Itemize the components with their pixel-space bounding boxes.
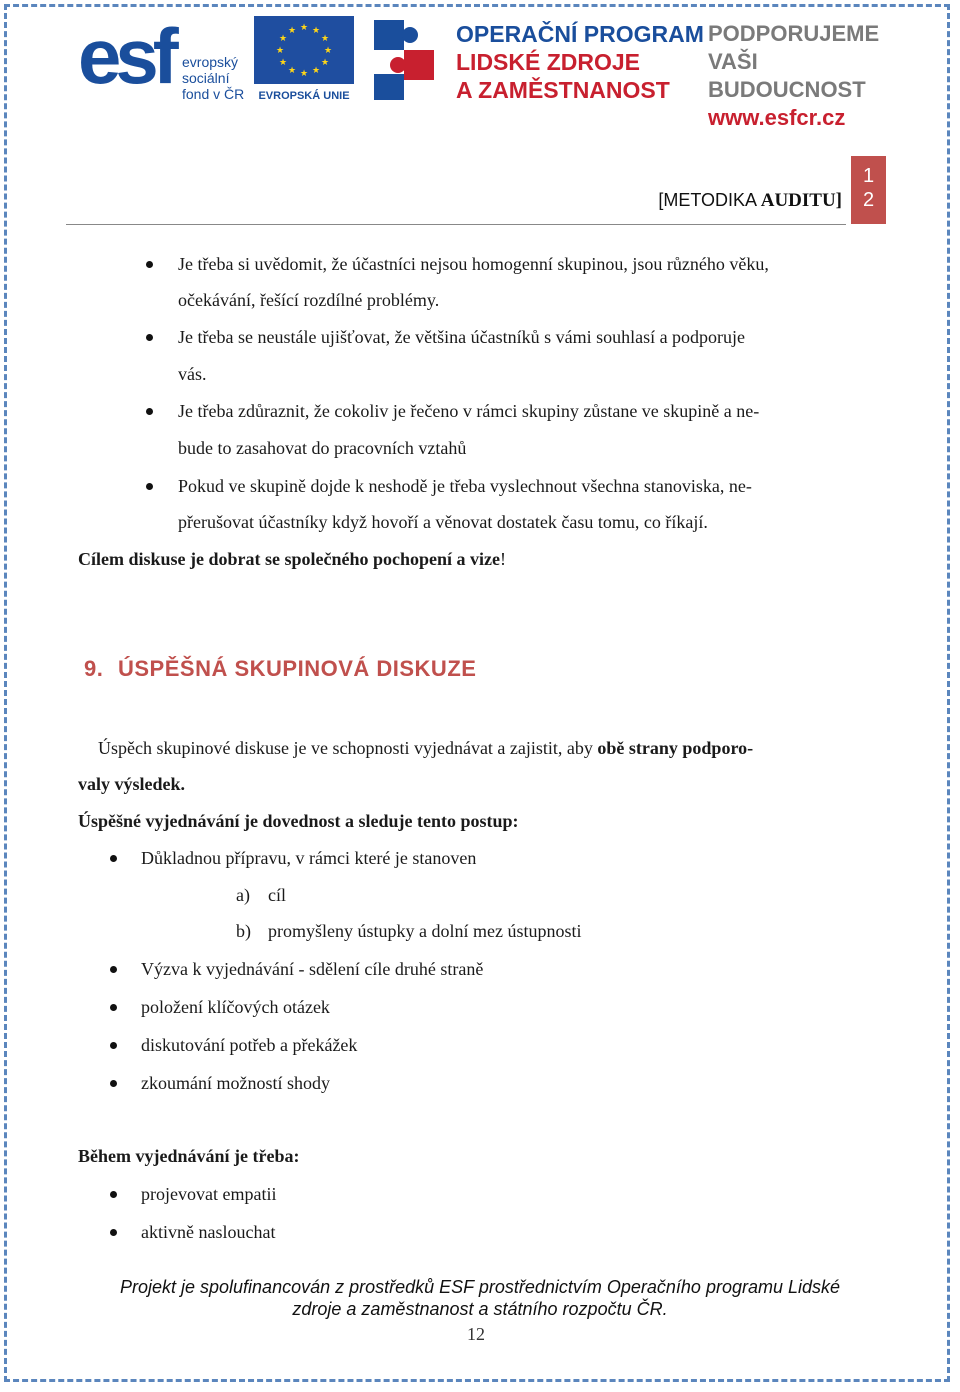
esf-caption-line: fond v ČR (182, 86, 245, 102)
list-item: položení klíčových otázek (141, 997, 330, 1017)
svg-text:★: ★ (320, 34, 330, 44)
running-title-word: AUDITU] (760, 190, 842, 211)
bullet-icon (146, 261, 153, 268)
section-number: 9. (84, 656, 104, 681)
list-item: projevovat empatii (141, 1184, 277, 1204)
esf-url-link[interactable]: www.esfcr.cz (708, 105, 846, 130)
paragraph-heading: Během vyjednávání je třeba: (78, 1146, 300, 1166)
section-title: ÚSPĚŠNÁ SKUPINOVÁ DISKUZE (117, 656, 477, 681)
op-title-line: A ZAMĚSTNANOST (456, 77, 670, 103)
op-lzz-logo (368, 14, 708, 106)
op-title-line: OPERAČNÍ PROGRAM (456, 21, 704, 47)
list-item: Výzva k vyjednávání - sdělení cíle druhé straně (141, 959, 484, 979)
op-title-line: LIDSKÉ ZDROJE (456, 49, 641, 75)
list-item: Je třeba se neustále ujišťovat, že většina účastníků s vámi souhlasí a podporuje (178, 327, 746, 347)
goal-bold: Cílem diskuse je dobrat se společného pochopení a vize (78, 549, 501, 569)
eu-flag-icon (254, 14, 354, 86)
list-item-cont: vás. (178, 364, 207, 384)
svg-text:★: ★ (287, 66, 297, 76)
section-heading (84, 656, 476, 682)
list-item: Je třeba si uvědomit, že účastníci nejsou homogenní skupinou, jsou různého věku, (178, 254, 769, 274)
bullet-icon (110, 1004, 117, 1011)
list-item: Je třeba zdůraznit, že cokoliv je řečeno v rámci skupiny zůstane ve skupině a ne- (178, 401, 760, 421)
list-item: Důkladnou přípravu, v rámci které je stanoven (141, 848, 477, 868)
svg-text:★: ★ (299, 23, 309, 33)
sublist-marker: b) (236, 921, 251, 941)
svg-text:★: ★ (311, 66, 321, 76)
paragraph-heading: Úspěšné vyjednávání je dovednost a sleduje tento postup: (78, 811, 519, 831)
list-item-cont: bude to zasahovat do pracovních vztahů (178, 438, 467, 458)
svg-text:★: ★ (311, 26, 321, 36)
bullet-icon (146, 334, 153, 341)
eu-logo (254, 14, 354, 106)
footer-line: Projekt je spolufinancován z prostředků ESF prostřednictvím Operačního programu Lidské (119, 1277, 841, 1297)
bullet-icon (146, 408, 153, 415)
svg-text:★: ★ (320, 58, 330, 68)
esf-mark: esf (78, 12, 173, 100)
esf-caption-line: sociální (182, 70, 230, 86)
goal-sentence (78, 548, 506, 570)
page-number: 12 (467, 1324, 485, 1344)
svg-text:★: ★ (323, 46, 333, 56)
paragraph-bold: obě strany podporo- (597, 738, 754, 758)
page-tab-digit: 1 (862, 165, 875, 187)
esf-logo (78, 14, 248, 106)
bullet-icon (146, 483, 153, 490)
list-item-cont: očekávání, řešící rozdílné problémy. (178, 290, 440, 310)
goal-end: ! (500, 549, 507, 569)
paragraph-cont: valy výsledek. (78, 774, 186, 794)
sublist-marker: a) (236, 885, 250, 905)
running-title (658, 190, 842, 212)
svg-text:★: ★ (278, 34, 288, 44)
esf-caption (182, 54, 244, 102)
svg-text:★: ★ (287, 26, 297, 36)
bullet-icon (110, 1042, 117, 1049)
list-item: Pokud ve skupině dojde k neshodě je třeba vyslechnout všechna stanoviska, ne- (178, 476, 752, 496)
slogan-line: VAŠI BUDOUCNOST (708, 49, 866, 102)
op-title (456, 20, 704, 104)
slogan-line: PODPORUJEME (708, 21, 880, 46)
header-logos (78, 12, 908, 130)
bullet-icon (110, 966, 117, 973)
page-tab-digit: 2 (862, 189, 875, 211)
list-item: diskutování potřeb a překážek (141, 1035, 358, 1055)
slogan (708, 20, 908, 132)
page-number-tab (851, 156, 886, 224)
bullet-icon (110, 1191, 117, 1198)
bullet-icon (110, 855, 117, 862)
paragraph (98, 737, 753, 759)
sublist-item: promyšleny ústupky a dolní mez ústupnosti (268, 921, 582, 941)
running-title-open: [METODIKA (658, 190, 758, 210)
svg-text:★: ★ (275, 46, 285, 56)
sublist-item: cíl (268, 885, 286, 905)
list-item-cont: přerušovat účastníky když hovoří a věnovat dostatek času tomu, co říkají. (178, 512, 708, 532)
footer-note (60, 1276, 900, 1320)
footer-line: zdroje a zaměstnanost a státního rozpočtu ČR. (292, 1299, 668, 1319)
bullet-icon (110, 1229, 117, 1236)
list-item: zkoumání možností shody (141, 1073, 330, 1093)
eu-label: EVROPSKÁ UNIE (258, 90, 350, 102)
puzzle-icon (368, 14, 448, 106)
running-head (66, 190, 846, 225)
esf-caption-line: evropský (182, 54, 239, 70)
svg-text:★: ★ (299, 69, 309, 79)
bullet-icon (110, 1080, 117, 1087)
paragraph-text: Úspěch skupinové diskuse je ve schopnosti vyjednávat a zajistit, aby (98, 738, 598, 758)
list-item: aktivně naslouchat (141, 1222, 276, 1242)
svg-text:★: ★ (278, 58, 288, 68)
